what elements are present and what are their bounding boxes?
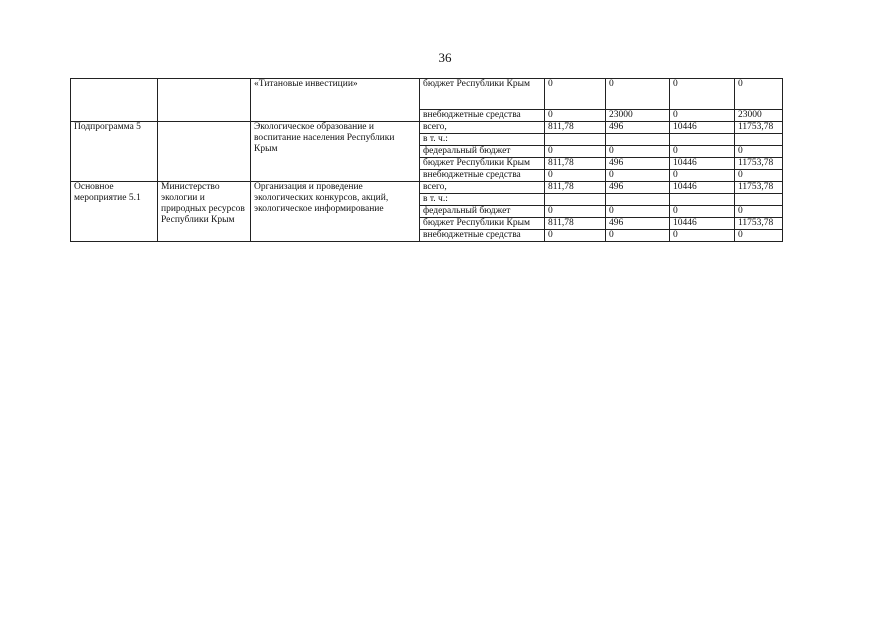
event-name-cell xyxy=(71,79,158,122)
description-cell: Организация и проведение экологических конкурсов, акций, экологическое информирование xyxy=(251,182,420,242)
value-cell: 0 xyxy=(670,110,735,122)
funding-source-cell: всего, xyxy=(420,122,545,134)
total-cell: 0 xyxy=(735,170,783,182)
total-cell: 0 xyxy=(735,79,783,110)
value-cell: 23000 xyxy=(606,110,670,122)
page-number: 36 xyxy=(438,50,452,65)
funding-source-cell: федеральный бюджет xyxy=(420,146,545,158)
total-cell: 0 xyxy=(735,146,783,158)
total-cell: 11753,78 xyxy=(735,158,783,170)
value-cell: 0 xyxy=(545,230,606,242)
table-row xyxy=(71,79,783,110)
total-cell xyxy=(735,134,783,146)
total-cell: 23000 xyxy=(735,110,783,122)
value-cell xyxy=(606,194,670,206)
value-cell: 10446 xyxy=(670,158,735,170)
total-cell: 11753,78 xyxy=(735,182,783,194)
event-name-cell: Основное мероприятие 5.1 xyxy=(71,182,158,242)
value-cell: 0 xyxy=(606,230,670,242)
funding-source-cell: бюджет Республики Крым xyxy=(420,158,545,170)
funding-source-cell: бюджет Республики Крым xyxy=(420,79,545,110)
total-cell: 11753,78 xyxy=(735,122,783,134)
total-cell: 11753,78 xyxy=(735,218,783,230)
funding-source-cell: всего, xyxy=(420,182,545,194)
value-cell: 0 xyxy=(670,146,735,158)
value-cell xyxy=(545,134,606,146)
value-cell: 496 xyxy=(606,182,670,194)
executor-cell xyxy=(158,122,251,182)
funding-source-cell: в т. ч.: xyxy=(420,194,545,206)
value-cell: 811,78 xyxy=(545,182,606,194)
value-cell: 0 xyxy=(606,170,670,182)
value-cell: 0 xyxy=(670,170,735,182)
value-cell: 0 xyxy=(545,146,606,158)
funding-source-cell: в т. ч.: xyxy=(420,134,545,146)
funding-source-cell: внебюджетные средства xyxy=(420,110,545,122)
value-cell: 811,78 xyxy=(545,218,606,230)
value-cell xyxy=(545,194,606,206)
value-cell: 10446 xyxy=(670,182,735,194)
funding-source-cell: внебюджетные средства xyxy=(420,230,545,242)
value-cell: 0 xyxy=(545,170,606,182)
funding-source-cell: внебюджетные средства xyxy=(420,170,545,182)
value-cell: 0 xyxy=(545,79,606,110)
funding-source-cell: бюджет Республики Крым xyxy=(420,218,545,230)
value-cell: 496 xyxy=(606,158,670,170)
description-cell: «Титановые инвестиции» xyxy=(251,79,420,122)
total-cell: 0 xyxy=(735,230,783,242)
executor-cell xyxy=(158,79,251,122)
value-cell: 0 xyxy=(606,79,670,110)
table-body xyxy=(71,79,783,242)
description-cell: Экологическое образование и воспитание населения Республики Крым xyxy=(251,122,420,182)
funding-source-cell: федеральный бюджет xyxy=(420,206,545,218)
value-cell: 10446 xyxy=(670,218,735,230)
value-cell xyxy=(670,194,735,206)
executor-cell: Министерство экологии и природных ресурсов Республики Крым xyxy=(158,182,251,242)
value-cell xyxy=(606,134,670,146)
value-cell: 0 xyxy=(670,79,735,110)
value-cell xyxy=(670,134,735,146)
value-cell: 811,78 xyxy=(545,158,606,170)
value-cell: 0 xyxy=(670,230,735,242)
value-cell: 0 xyxy=(545,206,606,218)
value-cell: 496 xyxy=(606,218,670,230)
table-row xyxy=(71,122,783,134)
table-row xyxy=(71,182,783,194)
value-cell: 0 xyxy=(606,206,670,218)
total-cell xyxy=(735,194,783,206)
value-cell: 496 xyxy=(606,122,670,134)
value-cell: 0 xyxy=(670,206,735,218)
value-cell: 0 xyxy=(606,146,670,158)
total-cell: 0 xyxy=(735,206,783,218)
program-financing-table xyxy=(70,78,783,242)
value-cell: 10446 xyxy=(670,122,735,134)
value-cell: 811,78 xyxy=(545,122,606,134)
value-cell: 0 xyxy=(545,110,606,122)
event-name-cell: Подпрограмма 5 xyxy=(71,122,158,182)
